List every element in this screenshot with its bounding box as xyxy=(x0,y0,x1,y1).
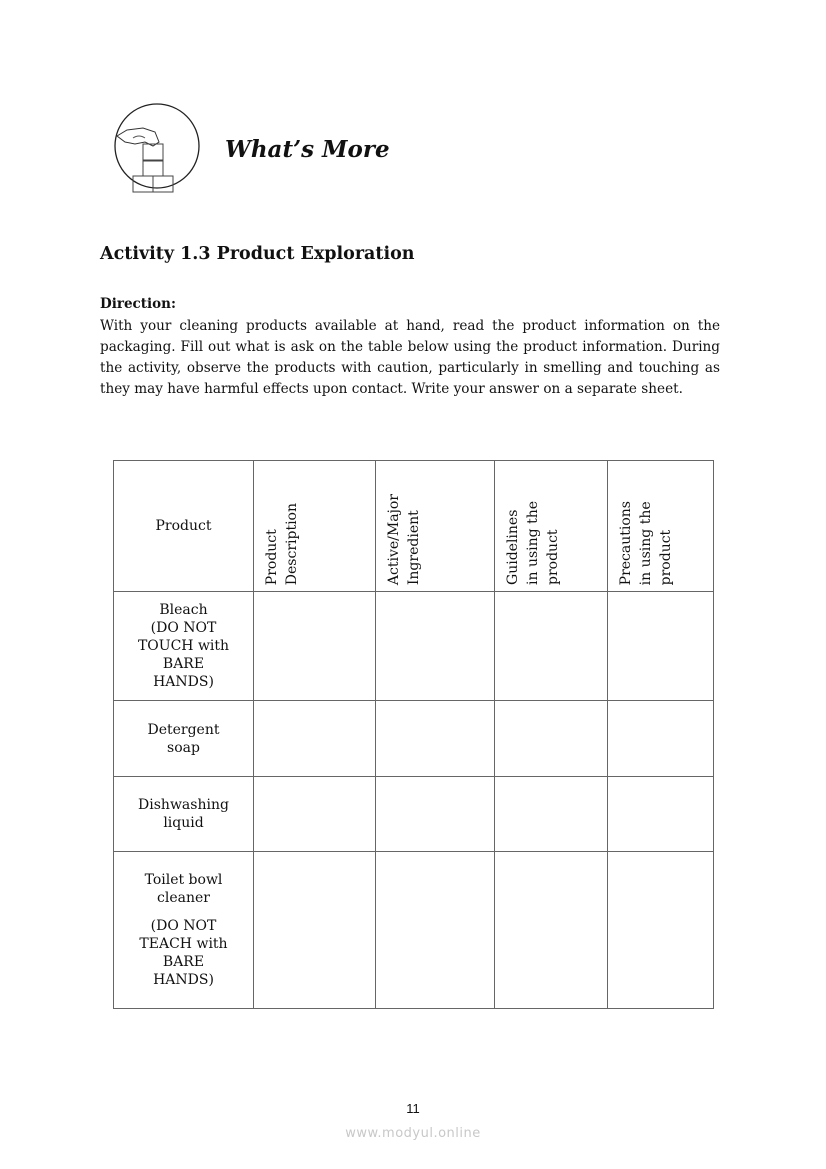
answer-cell[interactable] xyxy=(495,701,608,777)
building-blocks-hand-icon xyxy=(113,98,201,194)
header-guidelines xyxy=(495,461,608,592)
answer-cell[interactable] xyxy=(254,777,376,852)
page-number: 11 xyxy=(406,1101,420,1116)
header-label: Product Description xyxy=(264,502,300,585)
header-product xyxy=(114,461,254,592)
activity-title: Activity 1.3 Product Exploration xyxy=(100,244,415,264)
table-row xyxy=(114,701,714,777)
watermark: www.modyul.online xyxy=(345,1126,481,1141)
header-label: Product xyxy=(155,518,212,534)
answer-cell[interactable] xyxy=(376,852,495,1009)
product-exploration-table xyxy=(113,460,714,1009)
product-note: (DO NOT TEACH with BARE HANDS) xyxy=(139,918,228,988)
table-row xyxy=(114,777,714,852)
answer-cell[interactable] xyxy=(608,592,714,701)
answer-cell[interactable] xyxy=(608,777,714,852)
table-row xyxy=(114,852,714,1009)
answer-cell[interactable] xyxy=(376,701,495,777)
header-label: Guidelines in using the product xyxy=(505,501,561,585)
header-active-ingredient xyxy=(376,461,495,592)
table-header-row xyxy=(114,461,714,592)
header-product-description xyxy=(254,461,376,592)
direction-text: With your cleaning products available at hand, read the product information on the packaging. Fill out what is ask on the table below using the product information. During the activity, observe the products with caution, particularly in smelling and touching as they may have harmful effects upon contact. Write your answer on a separate sheet. xyxy=(100,318,720,397)
answer-cell[interactable] xyxy=(608,852,714,1009)
product-cell xyxy=(114,777,254,852)
product-name: Bleach (DO NOT TOUCH with BARE HANDS) xyxy=(137,602,230,690)
answer-cell[interactable] xyxy=(376,777,495,852)
product-cell xyxy=(114,592,254,701)
answer-cell[interactable] xyxy=(254,701,376,777)
product-cell xyxy=(114,701,254,777)
answer-cell[interactable] xyxy=(254,852,376,1009)
answer-cell[interactable] xyxy=(495,592,608,701)
answer-cell[interactable] xyxy=(495,777,608,852)
answer-cell[interactable] xyxy=(376,592,495,701)
header-label: Active/Major Ingredient xyxy=(386,493,422,585)
answer-cell[interactable] xyxy=(608,701,714,777)
answer-cell[interactable] xyxy=(495,852,608,1009)
product-cell xyxy=(114,852,254,1009)
header-label: Precautions in using the product xyxy=(618,500,674,585)
header-precautions xyxy=(608,461,714,592)
table-row xyxy=(114,592,714,701)
product-name: Detergent soap xyxy=(147,721,220,756)
section-title: What’s More xyxy=(225,136,390,163)
direction-label: Direction: xyxy=(100,296,176,312)
product-name: Toilet bowl cleaner xyxy=(144,872,223,906)
product-name: Dishwashing liquid xyxy=(138,797,229,831)
answer-cell[interactable] xyxy=(254,592,376,701)
